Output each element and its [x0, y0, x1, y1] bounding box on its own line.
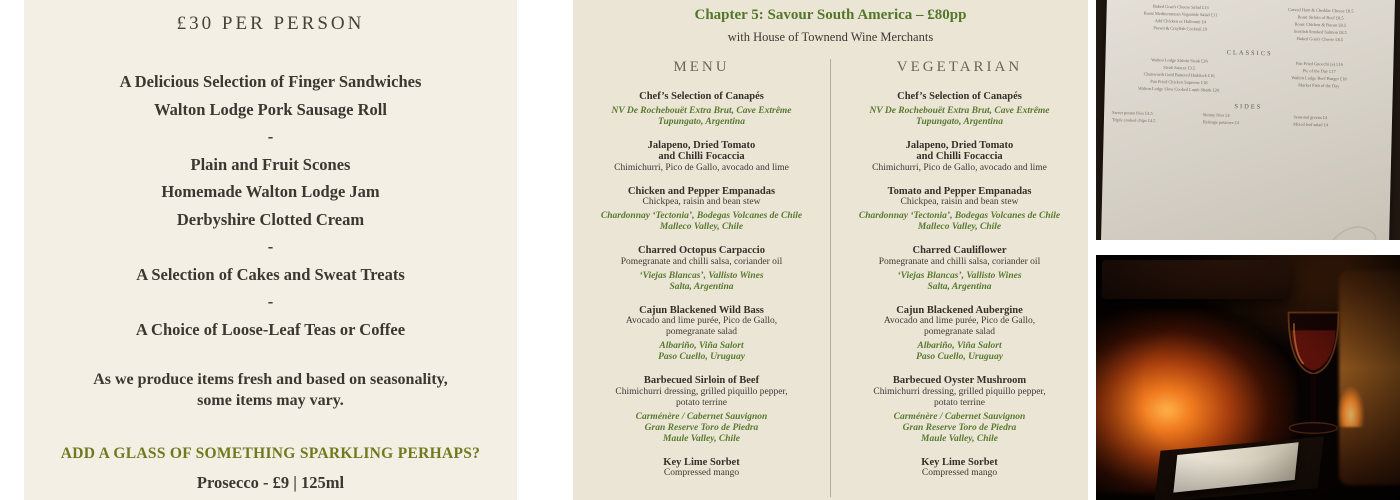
wine-pairing: Gran Reserve Toro de Piedra	[644, 422, 759, 433]
tea-menu-item: Derbyshire Clotted Cream	[176, 209, 365, 229]
course-name: Barbecued Sirloin of Beef	[643, 375, 760, 386]
course-description: Chickpea, raisin and bean stew	[900, 197, 1019, 207]
course-name: Cajun Blackened Wild Bass	[639, 304, 764, 316]
printed-menu-item: Roast Sirloin of Beef £8.5	[1297, 15, 1344, 22]
course	[839, 457, 1080, 480]
prosecco-price: Prosecco - £9 | 125ml	[196, 473, 345, 492]
wine-pairing: ‘Viejas Blancas’, Vallisto Wines	[897, 270, 1022, 281]
course	[839, 140, 1080, 174]
menu-column	[573, 59, 830, 497]
course-description: Chickpea, raisin and bean stew	[642, 197, 761, 207]
printed-menu-starters-left	[1114, 3, 1247, 42]
printed-menu-item: Chatsworth Gold Battered Haddock £16	[1143, 72, 1215, 79]
course-description: Chimichurri, Pico de Gallo, avocado and lime	[614, 162, 789, 173]
course-description: Chimichurri dressing, grilled piquillo pepper,	[615, 386, 788, 397]
printed-menu-item: Roast Mediterranean Vegetable Salad £11	[1143, 11, 1218, 19]
chapter-title: Chapter 5: Savour South America – £80pp	[694, 7, 967, 23]
course-description: Compressed mango	[663, 468, 740, 478]
photo-vignette	[1096, 255, 1400, 500]
afternoon-tea-items	[24, 68, 517, 343]
tea-menu-item: Walton Lodge Pork Sausage Roll	[154, 99, 387, 119]
course-name: Tomato and Pepper Empanadas	[887, 185, 1032, 197]
printed-menu-item: Market Fish of the Day	[1298, 83, 1340, 90]
wine-pairing: Gran Reserve Toro de Piedra	[902, 422, 1017, 433]
printed-menu-item: Pan Fried Gnocchi (v) £16	[1295, 61, 1343, 68]
printed-menu-item: Skinny fries £4	[1202, 112, 1230, 119]
wine-merchant-subtitle: with House of Townend Wine Merchants	[727, 30, 934, 44]
wine-pairing: Albariño, Viña Salort	[917, 341, 1002, 351]
separator-dash: -	[267, 237, 274, 256]
course-description: pomegranate salad	[666, 327, 737, 337]
course-name: Barbecued Oyster Mushroom	[892, 375, 1027, 386]
wine-pairing: Malleco Valley, Chile	[917, 222, 1002, 232]
wine-pairing: NV De Rochebouët Extra Brut, Cave Extrême	[869, 105, 1050, 116]
course	[581, 245, 822, 293]
course-name: Chicken and Pepper Empanadas	[627, 185, 776, 197]
photo-column	[1096, 0, 1400, 500]
chapter-menu-panel	[573, 0, 1088, 500]
course-name: Key Lime Sorbet	[921, 456, 998, 468]
wine-pairing: Paso Cuello, Uruguay	[916, 352, 1003, 362]
printed-menu-item: Carved Ham & Cheddar Cheese £8.5	[1287, 7, 1354, 15]
printed-menu-item: Pie of the Day £17	[1302, 68, 1336, 75]
wine-pairing: Chardonnay ‘Tectonia’, Bodegas Volcanes de Chile	[858, 211, 1061, 221]
printed-menu-item: Sweet potato fries £4.5	[1112, 110, 1153, 117]
course	[581, 186, 822, 234]
course-description: Chimichurri, Pico de Gallo, avocado and lime	[872, 162, 1047, 173]
printed-menu-item: Walton Lodge Beef Burger £18	[1291, 75, 1347, 82]
menu-courses	[581, 91, 822, 479]
printed-menu-item: Scottish Smoked Salmon £8.5	[1293, 29, 1347, 36]
course	[581, 457, 822, 480]
course-description: potato terrine	[676, 397, 727, 408]
wine-pairing: NV De Rochebouët Extra Brut, Cave Extrême	[611, 105, 792, 116]
tea-menu-item: A Delicious Selection of Finger Sandwiches	[119, 72, 422, 91]
wine-pairing: Salta, Argentina	[927, 281, 992, 292]
course	[581, 140, 822, 174]
printed-menu-item: Triple cooked chips £4.5	[1111, 117, 1156, 124]
separator-dash: -	[267, 292, 274, 311]
printed-menu-card	[1101, 0, 1396, 240]
printed-menu-item: Roast Chicken & Bacon £8.5	[1294, 22, 1347, 29]
course-name: Jalapeno, Dried Tomato	[647, 139, 756, 151]
tea-menu-item: Plain and Fruit Scones	[190, 154, 351, 174]
course	[839, 305, 1080, 364]
course-description: pomegranate salad	[924, 327, 995, 337]
printed-menu-classics-heading: CLASSICS	[1226, 48, 1273, 57]
course-name: Cajun Blackened Aubergine	[896, 304, 1023, 316]
wine-pairing: Tupungato, Argentina	[658, 116, 745, 127]
printed-menu-item: Walton Lodge Sirloin Steak £26	[1151, 58, 1208, 65]
course-name: Chef’s Selection of Canapés	[639, 91, 764, 102]
printed-menu-sides-list	[1112, 110, 1384, 131]
course-description: Chimichurri dressing, grilled piquillo pepper,	[873, 386, 1046, 397]
fireside-photo	[1096, 255, 1400, 500]
vegetarian-courses	[839, 91, 1080, 479]
seasonality-note-line1: As we produce items fresh and based on seasonality,	[93, 371, 448, 388]
afternoon-tea-panel	[24, 0, 517, 500]
course	[839, 91, 1080, 128]
course	[839, 375, 1080, 445]
wine-pairing: Chardonnay ‘Tectonia’, Bodegas Volcanes de Chile	[600, 211, 803, 221]
course-name: Charred Cauliflower	[912, 245, 1007, 256]
printed-menu-photo	[1096, 0, 1400, 240]
printed-menu-item: Baked Goat's Cheese £8.5	[1296, 36, 1344, 43]
tea-menu-item: Homemade Walton Lodge Jam	[161, 182, 380, 201]
course-name: Key Lime Sorbet	[663, 456, 740, 468]
wine-pairing: Albariño, Viña Salort	[659, 341, 744, 351]
wine-pairing: ‘Viejas Blancas’, Vallisto Wines	[639, 270, 764, 281]
course-name: Jalapeno, Dried Tomato	[905, 139, 1014, 151]
course-description: potato terrine	[934, 397, 985, 408]
course-description: Avocado and lime purée, Pico de Gallo,	[625, 316, 778, 326]
wine-pairing: Malleco Valley, Chile	[659, 222, 744, 232]
course-name: and Chilli Focaccia	[658, 151, 745, 162]
printed-menu-item: Mixed leaf salad £4	[1293, 122, 1329, 128]
wine-pairing: Maule Valley, Chile	[663, 433, 740, 444]
menu-columns	[573, 59, 1088, 497]
course	[839, 245, 1080, 293]
course	[581, 91, 822, 128]
wine-pairing: Maule Valley, Chile	[921, 433, 998, 444]
printed-menu-item: Add Chicken or Halloumi £4	[1154, 18, 1207, 25]
printed-menu-item: Steak Sauces £3.5	[1163, 65, 1196, 72]
printed-menu-item: Heritage potatoes £4	[1202, 120, 1240, 126]
price-per-person-title: £30 PER PERSON	[176, 13, 365, 34]
course	[581, 305, 822, 364]
course-description: Avocado and lime purée, Pico de Gallo,	[883, 316, 1036, 326]
wine-pairing: Paso Cuello, Uruguay	[658, 352, 745, 362]
printed-menu-item: Pan Fried Chicken Supreme £18	[1150, 79, 1208, 86]
separator-dash: -	[267, 127, 274, 146]
printed-menu-sides-heading: SIDES	[1234, 102, 1263, 111]
printed-menu-item: Baked Goat's Cheese Salad £13	[1152, 4, 1209, 11]
seasonality-note	[54, 369, 487, 411]
course-description: Pomegranate and chilli salsa, coriander oil	[620, 256, 783, 267]
printed-menu-classics-left	[1113, 56, 1246, 95]
tea-menu-item: A Selection of Cakes and Sweat Treats	[136, 264, 405, 284]
course-name: and Chilli Focaccia	[916, 151, 1003, 162]
course	[839, 186, 1080, 234]
course-description: Pomegranate and chilli salsa, coriander oil	[878, 256, 1041, 267]
wine-pairing: Tupungato, Argentina	[916, 116, 1003, 127]
decorative-swirl	[1323, 214, 1384, 240]
seasonality-note-line2: some items may vary.	[197, 392, 344, 409]
wine-pairing: Salta, Argentina	[669, 281, 734, 292]
vegetarian-column-header: VEGETARIAN	[896, 59, 1023, 75]
course	[581, 375, 822, 445]
printed-menu-item: Walton Lodge Slow Cooked Lamb Shank £20	[1138, 86, 1220, 94]
vegetarian-column	[831, 59, 1088, 497]
course-name: Chef’s Selection of Canapés	[897, 91, 1022, 102]
printed-menu-item: Seasonal greens £4	[1293, 115, 1328, 121]
sparkling-upsell-heading: ADD A GLASS OF SOMETHING SPARKLING PERHAPS?	[60, 445, 481, 462]
printed-menu-sandwiches-right	[1254, 6, 1387, 45]
printed-menu-item: Prawn & Crayfish Cocktail £9	[1153, 26, 1208, 33]
wine-pairing: Carménère / Cabernet Sauvignon	[893, 411, 1026, 422]
menu-column-header: MENU	[673, 59, 730, 75]
wine-pairing: Carménère / Cabernet Sauvignon	[635, 411, 768, 422]
course-description: Compressed mango	[921, 468, 998, 478]
tea-menu-item: A Choice of Loose-Leaf Teas or Coffee	[135, 319, 406, 339]
printed-menu-classics-right	[1253, 60, 1386, 99]
course-name: Charred Octopus Carpaccio	[638, 245, 765, 256]
